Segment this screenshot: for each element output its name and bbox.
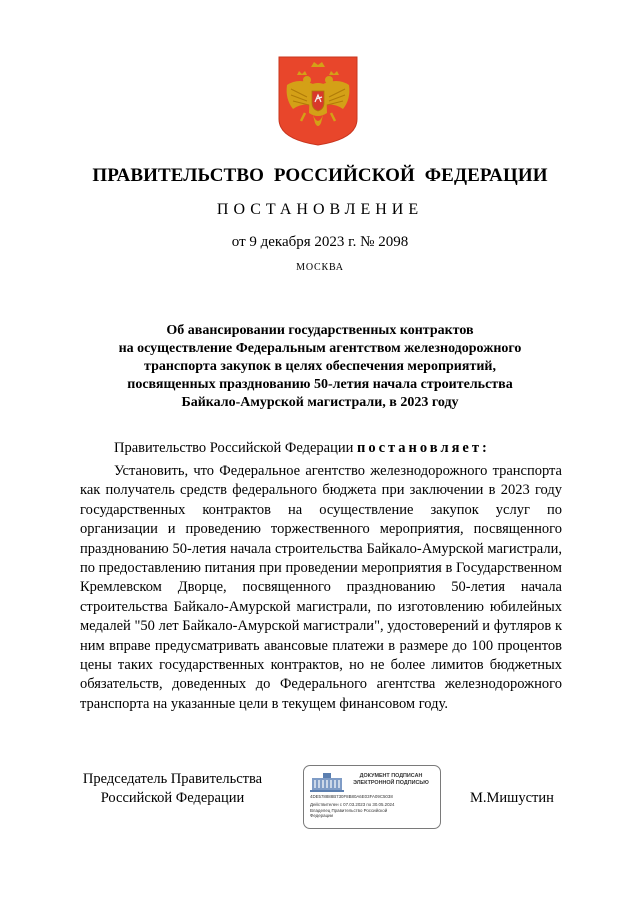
subject-line: Байкало-Амурской магистрали, в 2023 году xyxy=(181,395,459,410)
position-line: Российской Федерации xyxy=(100,790,245,806)
intro-text: Правительство Российской Федерации xyxy=(114,440,357,456)
government-title: ПРАВИТЕЛЬСТВО РОССИЙСКОЙ ФЕДЕРАЦИИ xyxy=(92,165,548,186)
stamp-validity: Действителен с 07.03.2023 по 30.05.2024 xyxy=(310,802,395,807)
government-building-icon xyxy=(310,772,344,792)
electronic-signature-stamp xyxy=(303,765,441,829)
document-type: ПОСТАНОВЛЕНИЕ xyxy=(216,201,424,218)
subject-line: посвященных празднованию 50-летия начала строительства xyxy=(127,377,513,392)
decree-body: Установить, что Федеральное агентство железнодорожного транспорта как получатель средств федерального бюджета при заключении в 2023 году государственных контрактов на осуществление закупок услуг по организации и проведению торжественного мероприятия, посвященного празднованию 50-летия начала строительства Байкало-Амурской магистрали, по предоставлению питания при проведении мероприятия в Государственном Кремлевском Дворце, посвященного празднованию 50-летия начала строительства Байкало-Амурской магистрали, по изготовлению юбилейных медалей "50 лет Байкало-Амурской магистрали", удостоверений и футляров к ним вправе предусматривать авансовые платежи в размере до 100 процентов цены таких государственных контрактов, но не более лимитов бюджетных обязательств, доведенных до Федерального агентства железнодорожного транспорта на указанные цели в текущем финансовом году. xyxy=(80,463,562,712)
stamp-certificate: 4DE578888B730F8B80A6E03FA09C5038 xyxy=(310,794,393,799)
signatory-position xyxy=(80,770,265,808)
stamp-owner: Владелец Правительство Российской xyxy=(310,808,388,813)
signatory-name: М.Мишустин xyxy=(470,790,554,806)
decree-intro xyxy=(114,440,490,457)
document-subject xyxy=(80,322,560,412)
document-city: МОСКВА xyxy=(296,262,344,273)
stamp-heading xyxy=(344,773,438,786)
stamp-heading-line: ЭЛЕКТРОННОЙ ПОДПИСЬЮ xyxy=(353,779,429,786)
decree-word: постановляет: xyxy=(356,440,490,456)
document-date-number: от 9 декабря 2023 г. № 2098 xyxy=(231,234,409,250)
subject-line: на осуществление Федеральным агентством железнодорожного xyxy=(118,341,522,356)
stamp-heading-line: ДОКУМЕНТ ПОДПИСАН xyxy=(359,773,423,779)
position-line: Председатель Правительства xyxy=(82,771,263,787)
subject-line: транспорта закупок в целях обеспечения мероприятий, xyxy=(144,359,496,374)
coat-of-arms-icon xyxy=(277,55,359,147)
subject-line: Об авансировании государственных контрактов xyxy=(166,323,474,338)
stamp-owner: Федерации xyxy=(310,813,333,818)
